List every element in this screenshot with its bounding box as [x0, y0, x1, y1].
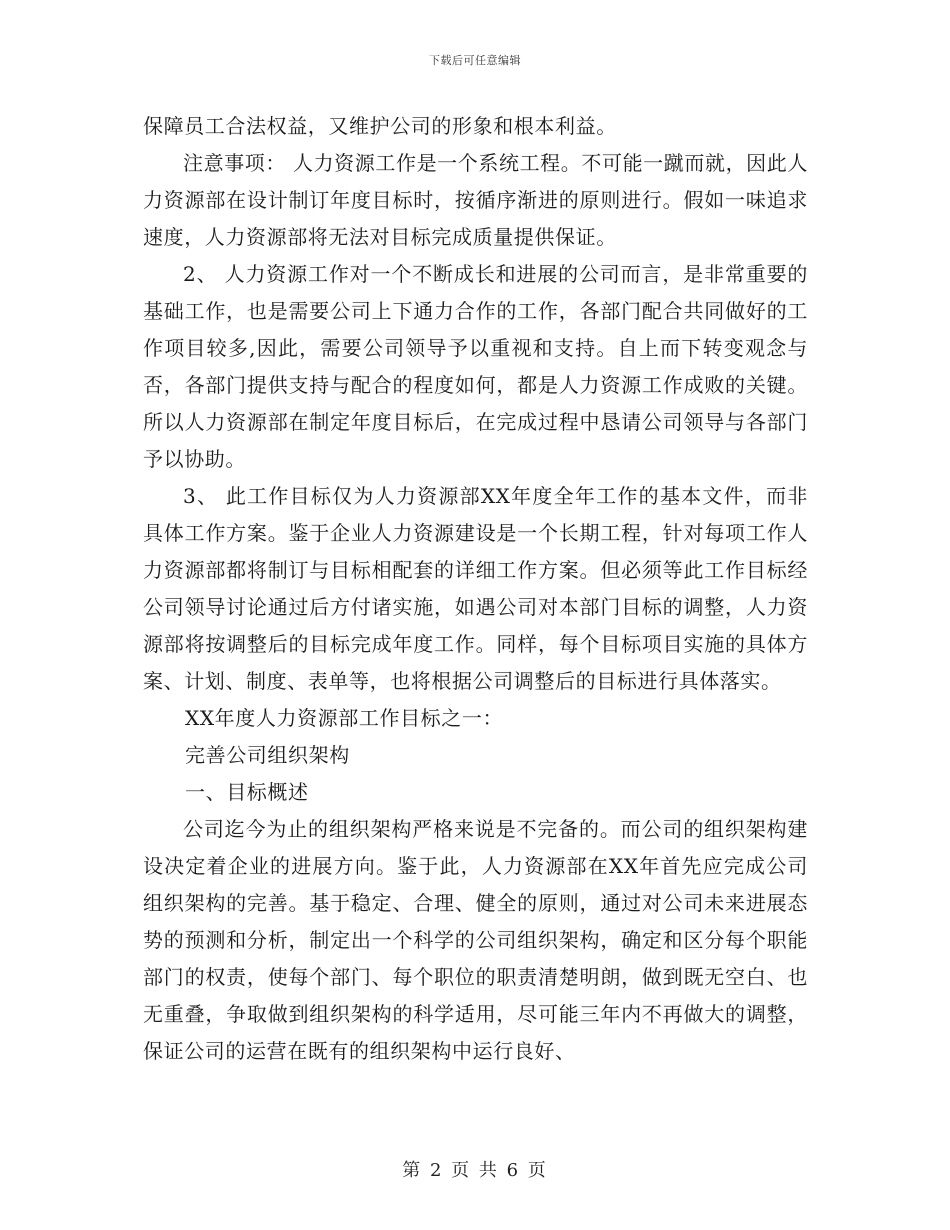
paragraph-continuation: 保障员工合法权益，又维护公司的形象和根本利益。: [143, 114, 617, 138]
subsection-heading: 一、目标概述: [185, 780, 309, 804]
paragraph-item-2: 2、 人力资源工作对一个不断成长和进展的公司而言，是非常重要的基础工作，也是需要公司上下通力合作的工作，各部门配合共同做好的工作项目较多,因此，需要公司领导予以重视和支持。自上而下转变观念与否，各部门提供支持与配合的程度如何，都是人力资源工作成败的关键。所以人力资源部在制定年度目标后，在完成过程中恳请公司领导与各部门予以协助。: [143, 262, 808, 471]
page-footer: 第 2 页 共 6 页: [402, 1160, 548, 1181]
section-heading: XX年度人力资源部工作目标之一：: [185, 706, 504, 730]
document-body: [143, 108, 808, 1070]
section-subheading: 完善公司组织架构: [185, 743, 350, 767]
paragraph-notice: 注意事项： 人力资源工作是一个系统工程。不可能一蹴而就，因此人力资源部在设计制订年度目标时，按循序渐进的原则进行。假如一味追求速度，人力资源部将无法对目标完成质量提供保证。: [143, 151, 808, 249]
paragraph-overview: 公司迄今为止的组织架构严格来说是不完备的。而公司的组织架构建设决定着企业的进展方向。鉴于此，人力资源部在XX年首先应完成公司组织架构的完善。基于稳定、合理、健全的原则，通过对公司未来进展态势的预测和分析，制定出一个科学的公司组织架构，确定和区分每个职能部门的权责，使每个部门、每个职位的职责清楚明朗，做到既无空白、也无重叠，争取做到组织架构的科学适用，尽可能三年内不再做大的调整，保证公司的运营在既有的组织架构中运行良好、: [143, 817, 808, 1063]
paragraph-item-3: 3、 此工作目标仅为人力资源部XX年度全年工作的基本文件，而非具体工作方案。鉴于企业人力资源建设是一个长期工程，针对每项工作人力资源部都将制订与目标相配套的详细工作方案。但必须等此工作目标经公司领导讨论通过后方付诸实施，如遇公司对本部门目标的调整，人力资源部将按调整后的目标完成年度工作。同样，每个目标项目实施的具体方案、计划、制度、表单等，也将根据公司调整后的目标进行具体落实。: [143, 484, 808, 693]
page-header: 下载后可任意编辑: [429, 54, 521, 67]
